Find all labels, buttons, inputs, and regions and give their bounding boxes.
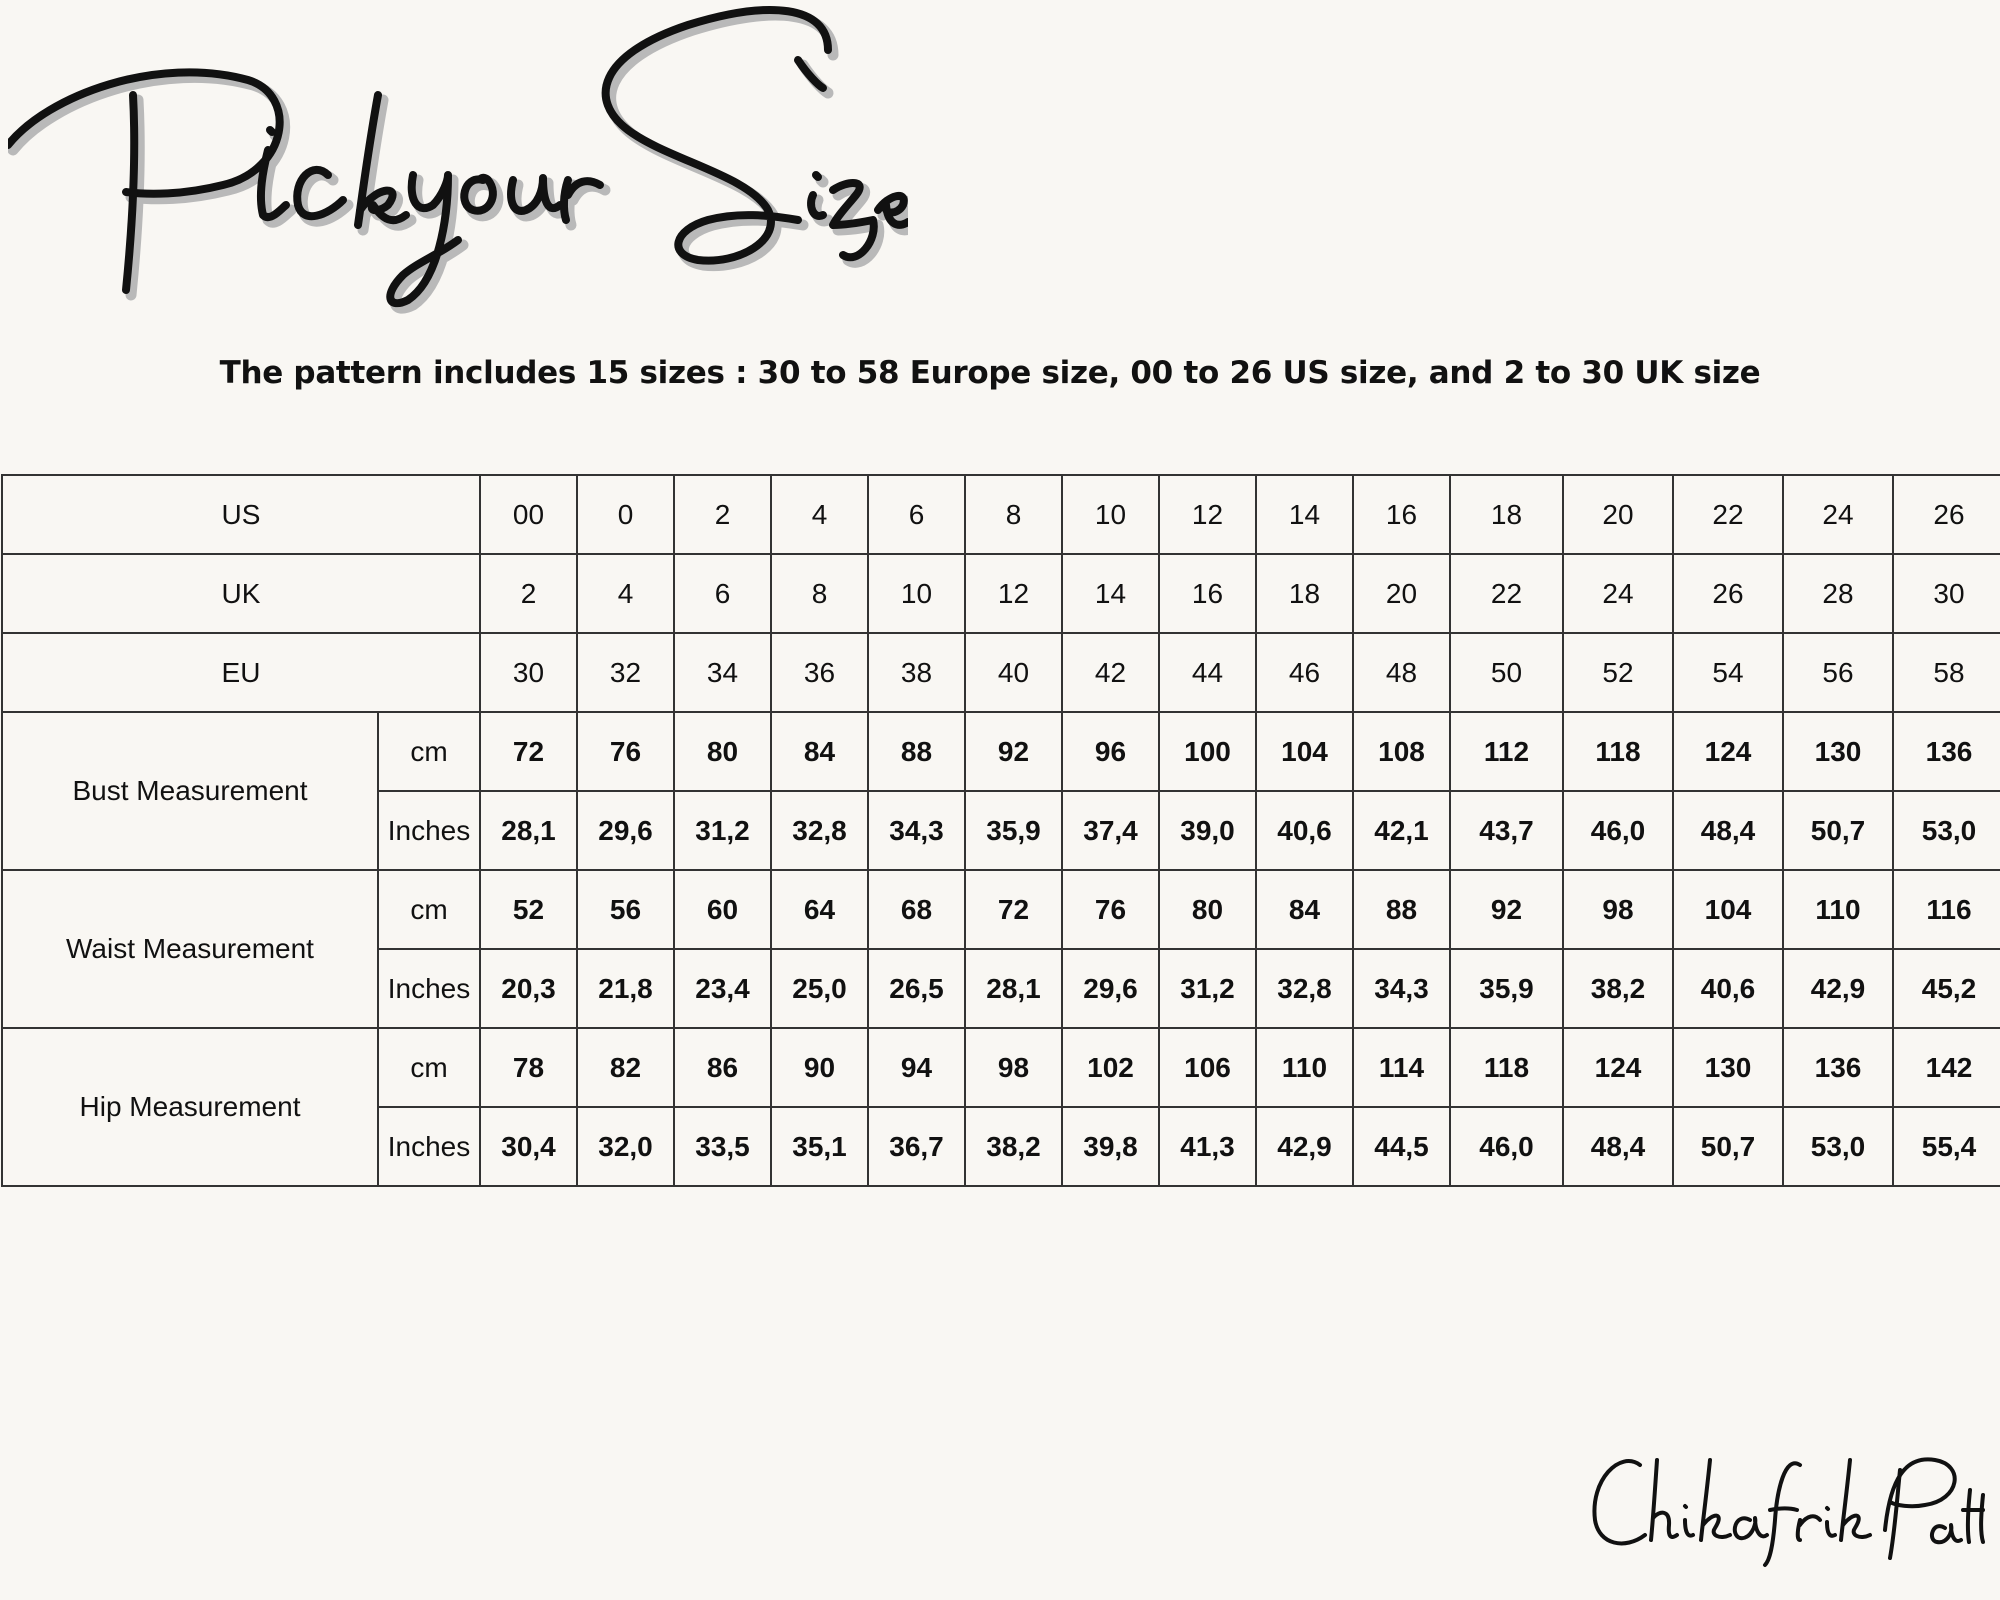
us-size-cell: 24 [1783, 475, 1893, 554]
size-chart-body [2, 475, 2000, 1186]
us-size-cell: 22 [1673, 475, 1783, 554]
bust-inches-value: 35,9 [965, 791, 1062, 870]
uk-size-cell: 18 [1256, 554, 1353, 633]
us-size-cell: 8 [965, 475, 1062, 554]
size-row-uk [2, 554, 2000, 633]
waist-inches-value: 31,2 [1159, 949, 1256, 1028]
bust-cm-row [2, 712, 2000, 791]
uk-size-cell: 26 [1673, 554, 1783, 633]
us-size-cell: 18 [1450, 475, 1563, 554]
waist-measurement-label: Waist Measurement [2, 870, 378, 1028]
hip-cm-value: 86 [674, 1028, 771, 1107]
bust-inches-value: 48,4 [1673, 791, 1783, 870]
hip-cm-value: 130 [1673, 1028, 1783, 1107]
uk-size-cell: 20 [1353, 554, 1450, 633]
hip-cm-value: 102 [1062, 1028, 1159, 1107]
bust-inches-value: 32,8 [771, 791, 868, 870]
uk-size-cell: 2 [480, 554, 577, 633]
waist-cm-value: 92 [1450, 870, 1563, 949]
bust-cm-value: 100 [1159, 712, 1256, 791]
subtitle-text: The pattern includes 15 sizes : 30 to 58 Europe size, 00 to 26 US size, and 2 to 30 UK size [219, 355, 1761, 391]
hip-cm-value: 124 [1563, 1028, 1673, 1107]
hip-cm-value: 110 [1256, 1028, 1353, 1107]
hip-inches-value: 36,7 [868, 1107, 965, 1186]
eu-size-cell: 48 [1353, 633, 1450, 712]
uk-size-cell: 24 [1563, 554, 1673, 633]
uk-size-cell: 10 [868, 554, 965, 633]
waist-cm-row [2, 870, 2000, 949]
bust-cm-value: 136 [1893, 712, 2000, 791]
hip-cm-row [2, 1028, 2000, 1107]
us-size-cell: 14 [1256, 475, 1353, 554]
hip-cm-value: 90 [771, 1028, 868, 1107]
waist-cm-value: 84 [1256, 870, 1353, 949]
waist-cm-value: 80 [1159, 870, 1256, 949]
us-size-cell: 2 [674, 475, 771, 554]
hip-inches-value: 39,8 [1062, 1107, 1159, 1186]
eu-size-cell: 40 [965, 633, 1062, 712]
waist-inches-value: 20,3 [480, 949, 577, 1028]
brand-signature [1585, 1440, 1995, 1570]
waist-cm-value: 60 [674, 870, 771, 949]
hip-cm-value: 114 [1353, 1028, 1450, 1107]
hip-cm-value: 136 [1783, 1028, 1893, 1107]
waist-inches-unit: Inches [378, 949, 480, 1028]
hip-cm-value: 118 [1450, 1028, 1563, 1107]
hip-inches-unit: Inches [378, 1107, 480, 1186]
eu-size-cell: 34 [674, 633, 771, 712]
waist-cm-value: 64 [771, 870, 868, 949]
bust-cm-value: 118 [1563, 712, 1673, 791]
hip-measurement-label: Hip Measurement [2, 1028, 378, 1186]
eu-size-cell: 32 [577, 633, 674, 712]
bust-inches-value: 43,7 [1450, 791, 1563, 870]
hip-inches-value: 46,0 [1450, 1107, 1563, 1186]
bust-inches-value: 46,0 [1563, 791, 1673, 870]
hip-inches-value: 55,4 [1893, 1107, 2000, 1186]
waist-cm-value: 88 [1353, 870, 1450, 949]
us-size-cell: 16 [1353, 475, 1450, 554]
size-range-subtitle [0, 355, 2000, 391]
bust-cm-value: 112 [1450, 712, 1563, 791]
eu-size-cell: 30 [480, 633, 577, 712]
waist-cm-value: 116 [1893, 870, 2000, 949]
eu-size-cell: 56 [1783, 633, 1893, 712]
bust-inches-value: 29,6 [577, 791, 674, 870]
bust-cm-value: 104 [1256, 712, 1353, 791]
size-chart-table [1, 474, 2000, 1187]
us-size-cell: 00 [480, 475, 577, 554]
waist-cm-value: 52 [480, 870, 577, 949]
us-label-cell: US [2, 475, 480, 554]
waist-inches-value: 25,0 [771, 949, 868, 1028]
eu-size-cell: 44 [1159, 633, 1256, 712]
waist-inches-value: 28,1 [965, 949, 1062, 1028]
size-row-eu [2, 633, 2000, 712]
title-script-logo [8, 0, 908, 330]
bust-inches-value: 34,3 [868, 791, 965, 870]
hip-inches-value: 41,3 [1159, 1107, 1256, 1186]
eu-size-cell: 58 [1893, 633, 2000, 712]
eu-size-cell: 52 [1563, 633, 1673, 712]
eu-size-cell: 46 [1256, 633, 1353, 712]
hip-inches-value: 48,4 [1563, 1107, 1673, 1186]
uk-size-cell: 16 [1159, 554, 1256, 633]
bust-cm-value: 84 [771, 712, 868, 791]
hip-inches-value: 42,9 [1256, 1107, 1353, 1186]
hip-cm-value: 94 [868, 1028, 965, 1107]
brand-signature-logo [1585, 1440, 1995, 1570]
hip-inches-value: 30,4 [480, 1107, 577, 1186]
uk-size-cell: 8 [771, 554, 868, 633]
uk-size-cell: 14 [1062, 554, 1159, 633]
waist-inches-value: 40,6 [1673, 949, 1783, 1028]
hip-cm-value: 142 [1893, 1028, 2000, 1107]
waist-cm-value: 72 [965, 870, 1062, 949]
bust-cm-value: 72 [480, 712, 577, 791]
bust-cm-value: 88 [868, 712, 965, 791]
hip-cm-value: 106 [1159, 1028, 1256, 1107]
waist-inches-value: 26,5 [868, 949, 965, 1028]
hip-cm-value: 78 [480, 1028, 577, 1107]
us-size-cell: 4 [771, 475, 868, 554]
us-size-cell: 20 [1563, 475, 1673, 554]
hip-cm-value: 98 [965, 1028, 1062, 1107]
bust-cm-value: 108 [1353, 712, 1450, 791]
waist-cm-value: 68 [868, 870, 965, 949]
bust-inches-unit: Inches [378, 791, 480, 870]
uk-label-cell: UK [2, 554, 480, 633]
waist-inches-value: 21,8 [577, 949, 674, 1028]
waist-cm-value: 76 [1062, 870, 1159, 949]
waist-inches-value: 29,6 [1062, 949, 1159, 1028]
waist-cm-value: 110 [1783, 870, 1893, 949]
waist-inches-value: 32,8 [1256, 949, 1353, 1028]
hip-cm-unit: cm [378, 1028, 480, 1107]
size-row-us [2, 475, 2000, 554]
bust-cm-unit: cm [378, 712, 480, 791]
uk-size-cell: 28 [1783, 554, 1893, 633]
waist-inches-value: 23,4 [674, 949, 771, 1028]
us-size-cell: 26 [1893, 475, 2000, 554]
eu-size-cell: 36 [771, 633, 868, 712]
bust-cm-value: 76 [577, 712, 674, 791]
bust-measurement-label: Bust Measurement [2, 712, 378, 870]
eu-label-cell: EU [2, 633, 480, 712]
bust-inches-value: 31,2 [674, 791, 771, 870]
us-size-cell: 6 [868, 475, 965, 554]
eu-size-cell: 38 [868, 633, 965, 712]
eu-size-cell: 50 [1450, 633, 1563, 712]
waist-cm-unit: cm [378, 870, 480, 949]
bust-inches-value: 40,6 [1256, 791, 1353, 870]
hip-inches-value: 35,1 [771, 1107, 868, 1186]
waist-inches-value: 34,3 [1353, 949, 1450, 1028]
bust-cm-value: 124 [1673, 712, 1783, 791]
uk-size-cell: 30 [1893, 554, 2000, 633]
bust-cm-value: 130 [1783, 712, 1893, 791]
bust-inches-value: 28,1 [480, 791, 577, 870]
us-size-cell: 10 [1062, 475, 1159, 554]
waist-cm-value: 56 [577, 870, 674, 949]
bust-inches-value: 39,0 [1159, 791, 1256, 870]
hip-inches-value: 53,0 [1783, 1107, 1893, 1186]
bust-inches-value: 42,1 [1353, 791, 1450, 870]
uk-size-cell: 12 [965, 554, 1062, 633]
hip-inches-value: 38,2 [965, 1107, 1062, 1186]
uk-size-cell: 6 [674, 554, 771, 633]
us-size-cell: 0 [577, 475, 674, 554]
hip-inches-value: 50,7 [1673, 1107, 1783, 1186]
hip-inches-value: 32,0 [577, 1107, 674, 1186]
waist-inches-value: 45,2 [1893, 949, 2000, 1028]
bust-inches-value: 50,7 [1783, 791, 1893, 870]
hip-cm-value: 82 [577, 1028, 674, 1107]
bust-inches-value: 37,4 [1062, 791, 1159, 870]
eu-size-cell: 42 [1062, 633, 1159, 712]
bust-cm-value: 96 [1062, 712, 1159, 791]
hip-inches-value: 33,5 [674, 1107, 771, 1186]
waist-inches-value: 38,2 [1563, 949, 1673, 1028]
bust-inches-value: 53,0 [1893, 791, 2000, 870]
us-size-cell: 12 [1159, 475, 1256, 554]
uk-size-cell: 22 [1450, 554, 1563, 633]
page-title [8, 0, 908, 330]
waist-cm-value: 98 [1563, 870, 1673, 949]
uk-size-cell: 4 [577, 554, 674, 633]
bust-cm-value: 92 [965, 712, 1062, 791]
bust-cm-value: 80 [674, 712, 771, 791]
waist-cm-value: 104 [1673, 870, 1783, 949]
waist-inches-value: 35,9 [1450, 949, 1563, 1028]
hip-inches-value: 44,5 [1353, 1107, 1450, 1186]
eu-size-cell: 54 [1673, 633, 1783, 712]
waist-inches-value: 42,9 [1783, 949, 1893, 1028]
